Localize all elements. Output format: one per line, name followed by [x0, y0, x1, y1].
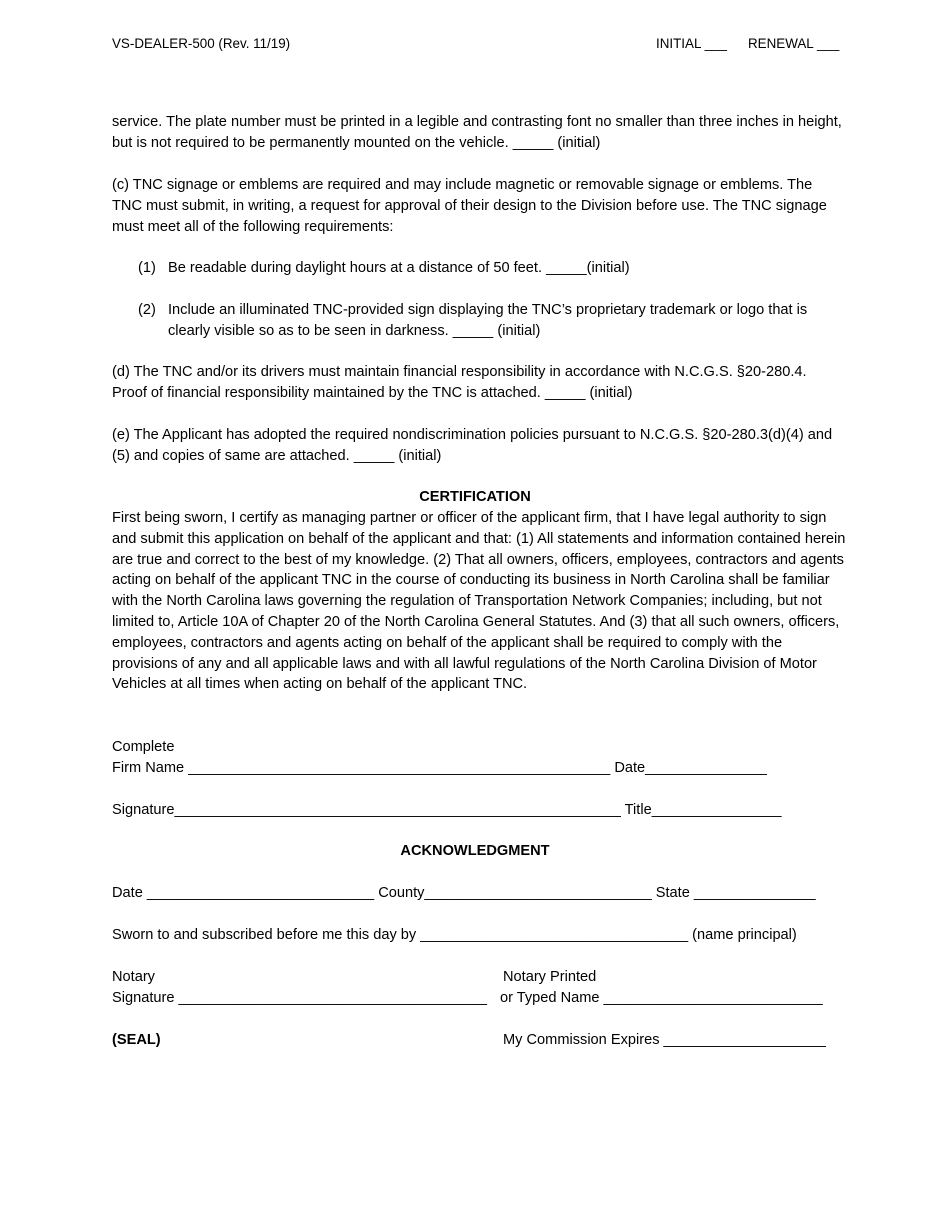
- notary-signature-line[interactable]: Signature ______________________________________: [112, 990, 487, 1006]
- requirement-number: (1): [138, 260, 156, 276]
- form-id: VS-DEALER-500 (Rev. 11/19): [112, 36, 291, 51]
- sworn-line[interactable]: Sworn to and subscribed before me this day by _________________________________ (name principal): [112, 927, 797, 943]
- firm-name-line[interactable]: Firm Name ____________________________________________________ Date_______________: [112, 760, 767, 776]
- seal-label: (SEAL): [112, 1032, 161, 1048]
- commission-expires-line[interactable]: My Commission Expires ____________________: [503, 1032, 826, 1048]
- paragraph-e: (e) The Applicant has adopted the required nondiscrimination policies pursuant to N.C.G.S. §20-280.3(d)(4) and (5) and copies of same are attached. _____ (initial): [112, 427, 833, 464]
- complete-label: Complete: [112, 739, 175, 755]
- requirement-text: Include an illuminated TNC-provided sign displaying the TNC’s proprietary trademark or logo that is clearly visible so as to be seen in darkness. _____ (initial): [168, 302, 808, 339]
- certification-body: First being sworn, I certify as managing partner or officer of the applicant firm, that I have legal authority to sign and submit this application on behalf of the applicant and that: (1) All statements and information contained herein are true and correct to the best of my knowledge. (2) That all owners, officers, employees, contractors and agents acting on behalf of the applicant TNC in the course of conducting its business in North Carolina shall be familiar with the North Carolina laws governing the regulation of Transportation Network Companies; including, but not limited to, Article 10A of Chapter 20 of the North Carolina General Statutes. And (3) that all such owners, officers, employees, contractors and agents acting on behalf of the applicant shall be required to comply with the provisions of any and all applicable laws and with all lawful regulations of the North Carolina Division of Motor Vehicles at all times when acting on behalf of the applicant TNC.: [112, 510, 846, 693]
- signature-line[interactable]: Signature_______________________________________________________ Title________________: [112, 802, 782, 818]
- paragraph-c: (c) TNC signage or emblems are required and may include magnetic or removable signage or emblems. The TNC must submit, in writing, a request for approval of their design to the Division before use. The TNC signage must meet all of the following requirements:: [112, 177, 827, 235]
- paragraph-b-continued: service. The plate number must be printed in a legible and contrasting font no smaller than three inches in height, but is not required to be permanently mounted on the vehicle. _____ (initial): [112, 114, 842, 151]
- initial-field: INITIAL ___: [656, 36, 727, 51]
- paragraph-d: (d) The TNC and/or its drivers must maintain financial responsibility in accordance with N.C.G.S. §20-280.4. Proof of financial responsibility maintained by the TNC is attached. _____ (initial): [112, 364, 807, 401]
- notary-label: Notary: [112, 969, 155, 985]
- notary-printed-label: Notary Printed: [503, 969, 597, 985]
- certification-heading: CERTIFICATION: [419, 489, 531, 505]
- date-county-state-line[interactable]: Date ____________________________ County____________________________ State _______________: [112, 885, 816, 901]
- acknowledgment-heading: ACKNOWLEDGMENT: [400, 843, 550, 859]
- requirement-number: (2): [138, 302, 156, 318]
- requirement-text: Be readable during daylight hours at a distance of 50 feet. _____(initial): [168, 260, 630, 276]
- typed-name-line[interactable]: or Typed Name ___________________________: [500, 990, 823, 1006]
- renewal-field: RENEWAL ___: [748, 36, 840, 51]
